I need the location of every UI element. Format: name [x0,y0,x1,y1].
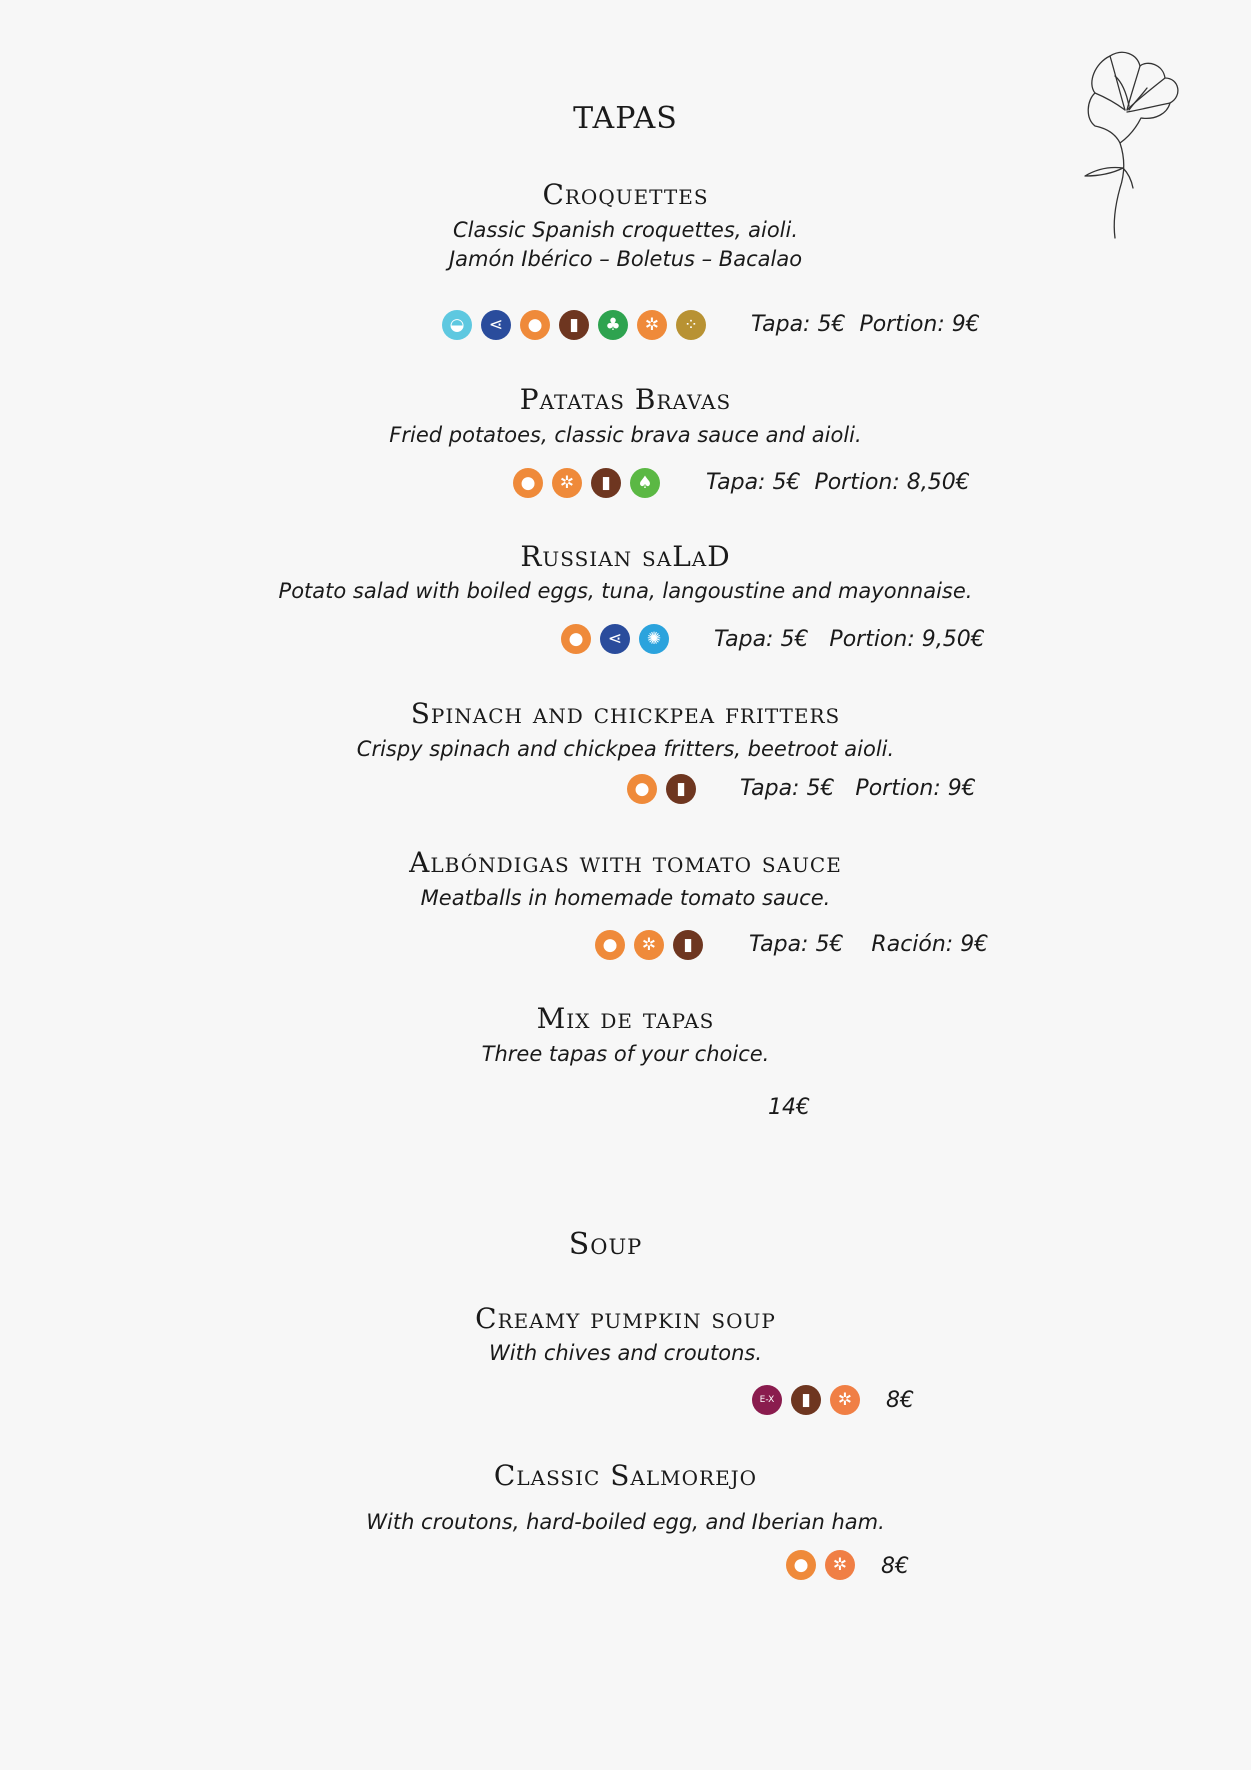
dish-description: Fried potatoes, classic brava sauce and aioli. [389,423,862,447]
dish-price: Tapa: 5€ Ración: 9€ [749,932,989,957]
egg-icon: ● [627,774,657,804]
wheat-icon: ✲ [552,468,582,498]
dish-price: Tapa: 5€ Portion: 9€ [751,312,980,337]
fish-icon: ⋖ [481,310,511,340]
dish-price: 8€ [886,1388,914,1413]
dish-description: With chives and croutons. [489,1341,762,1365]
egg-icon: ● [561,624,591,654]
egg-icon: ● [513,468,543,498]
vegetable-icon: ♠ [630,468,660,498]
dish-description: Jamón Ibérico – Boletus – Bacalao [448,247,803,271]
flower-illustration-icon [1075,48,1185,243]
milk-icon: ▮ [591,468,621,498]
dish-name: Classic Salmorejo [493,1459,758,1492]
dish-description: Classic Spanish croquettes, aioli. [452,218,799,242]
egg-icon: ● [520,310,550,340]
section-title-soup: Soup [568,1227,643,1262]
dish-name: Russian saLaD [520,540,731,573]
celery-icon: ♣ [598,310,628,340]
dish-name: Spinach and chickpea fritters [410,697,841,730]
milk-icon: ▮ [673,930,703,960]
dish-description: Crispy spinach and chickpea fritters, beetroot aioli. [356,737,895,761]
dish-description: Three tapas of your choice. [481,1042,770,1066]
sesame-icon: ⁘ [676,310,706,340]
wheat-icon: ✲ [830,1385,860,1415]
dish-name: Albóndigas with tomato sauce [409,846,842,879]
wheat-icon: ✲ [637,310,667,340]
dish-price: 8€ [881,1554,909,1579]
dish-name: Croquettes [542,178,709,211]
dish-description: Potato salad with boiled eggs, tuna, langoustine and mayonnaise. [278,579,973,603]
wheat-icon: ✲ [634,930,664,960]
shell-icon: ◒ [442,310,472,340]
crab-icon: ✺ [639,624,669,654]
dish-price: 14€ [768,1095,810,1120]
wheat-icon: ✲ [825,1550,855,1580]
milk-icon: ▮ [666,774,696,804]
fish-icon: ⋖ [600,624,630,654]
dish-name: Mix de tapas [536,1002,715,1035]
section-title-tapas: TAPAS [573,101,678,136]
milk-icon: ▮ [791,1385,821,1415]
dish-description: With croutons, hard-boiled egg, and Iberian ham. [366,1510,885,1534]
dish-price: Tapa: 5€ Portion: 9,50€ [714,627,985,652]
egg-icon: ● [595,930,625,960]
dish-price: Tapa: 5€ Portion: 8,50€ [706,470,970,495]
dish-name: Creamy pumpkin soup [475,1302,776,1335]
milk-icon: ▮ [559,310,589,340]
dish-price: Tapa: 5€ Portion: 9€ [740,776,976,801]
dish-description: Meatballs in homemade tomato sauce. [420,886,831,910]
egg-icon: ● [786,1550,816,1580]
dish-name: Patatas Bravas [519,383,732,416]
sulphites-icon: E-X [752,1385,782,1415]
